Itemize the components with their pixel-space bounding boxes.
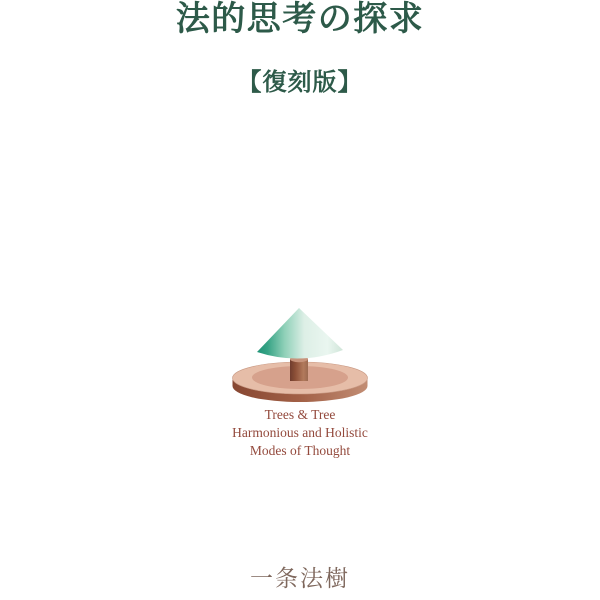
tree-cone-shape <box>257 308 343 359</box>
caption-line-1: Trees & Tree <box>264 407 336 422</box>
english-caption <box>0 406 600 460</box>
caption-line-3: Modes of Thought <box>249 443 351 458</box>
tree-on-pedestal-illustration <box>225 298 375 408</box>
tree-trunk-shape <box>290 359 308 381</box>
book-title: 法的思考の探求 <box>175 1 425 38</box>
author-name: 一条法樹 <box>250 566 350 591</box>
edition-label: 【復刻版】 <box>237 70 363 96</box>
caption-line-2: Harmonious and Holistic <box>232 425 368 440</box>
